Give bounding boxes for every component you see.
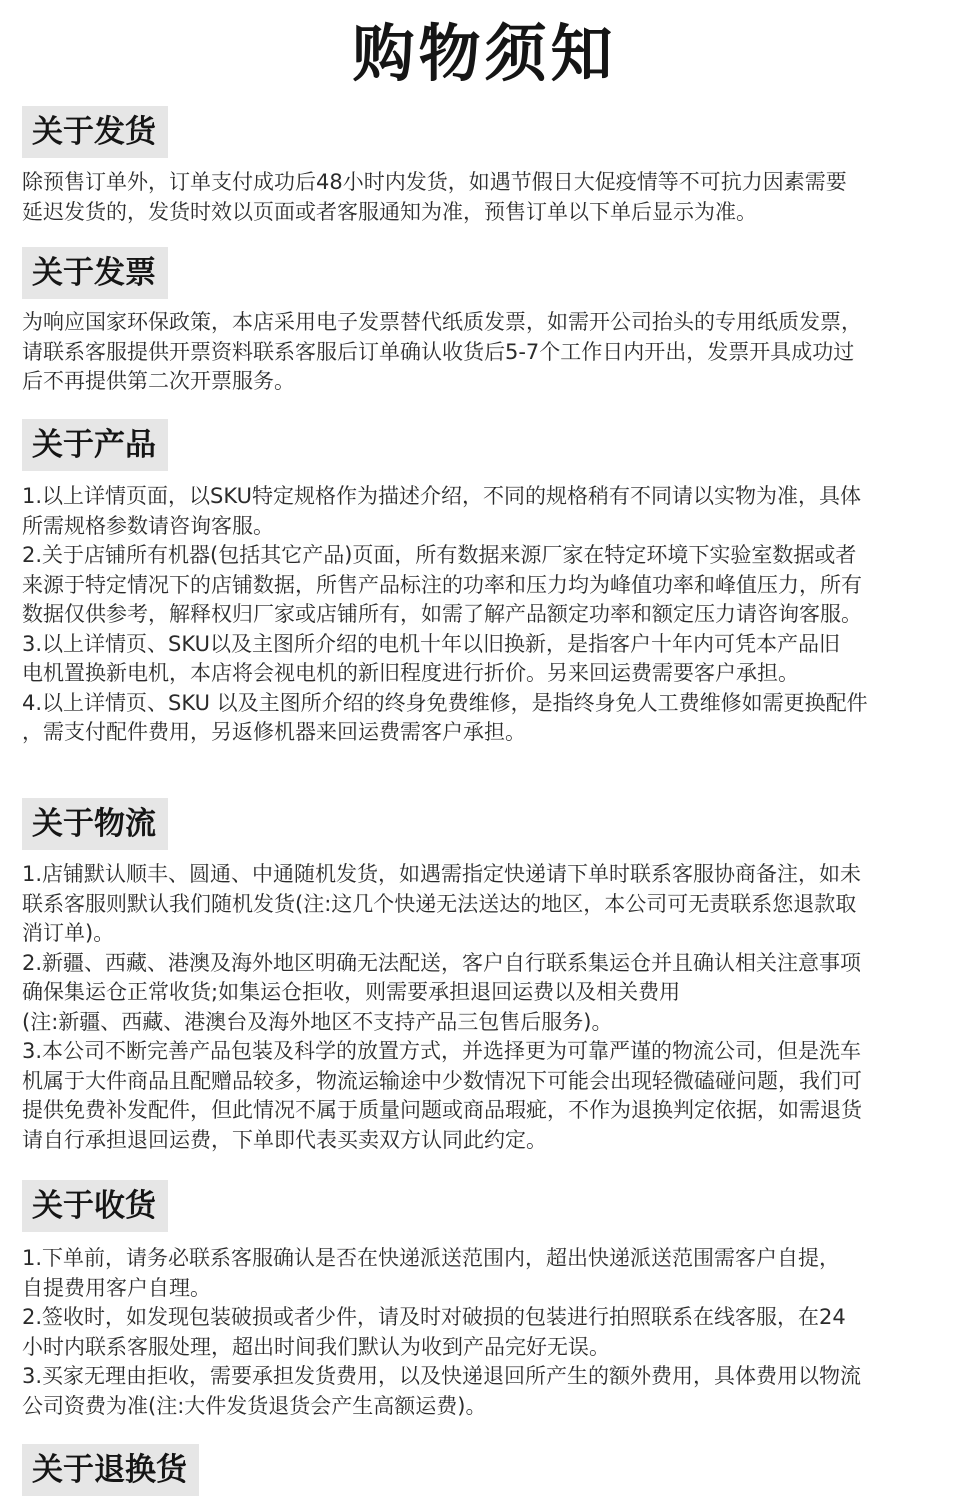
text-line: 1.下单前，请务必联系客服确认是否在快递派送范围内，超出快递派送范围需客户自提， (22, 1246, 841, 1270)
text-line: 为响应国家环保政策，本店采用电子发票替代纸质发票，如需开公司抬头的专用纸质发票， (22, 310, 862, 334)
text-line: 来源于特定情况下的店铺数据，所售产品标注的功率和压力均为峰值功率和峰值压力，所有 (22, 572, 862, 597)
text-line: 确保集运仓正常收货;如集运仓拒收，则需要承担退回运费以及相关费用 (22, 980, 681, 1004)
text-line: 2.签收时，如发现包装破损或者少件，请及时对破损的包装进行拍照联系在线客服，在24 (22, 1305, 846, 1329)
section-body-receiving (22, 1244, 962, 1421)
text-line: 3.以上详情页、SKU以及主图所介绍的电机十年以旧换新，是指客户十年内可凭本产品旧 (22, 631, 840, 656)
text-line: 延迟发货的，发货时效以页面或者客服通知为准，预售订单以下单后显示为准。 (22, 199, 757, 224)
page-title: 购物须知 (352, 17, 617, 90)
section-heading-returns: 关于退换货 (22, 1444, 199, 1496)
text-line: 2.新疆、西藏、港澳及海外地区明确无法配送，客户自行联系集运仓并且确认相关注意事项 (22, 950, 862, 975)
text-line: 4.以上详情页、SKU 以及主图所介绍的终身免费维修，是指终身免人工费维修如需更换配件 (22, 690, 868, 715)
text-line: (注:新疆、西藏、港澳台及海外地区不支持产品三包售后服务)。 (22, 1009, 613, 1034)
text-line: 2.关于店铺所有机器(包括其它产品)页面，所有数据来源厂家在特定环境下实验室数据或者 (22, 543, 857, 567)
text-line: 自提费用客户自理。 (22, 1275, 211, 1300)
text-line: 1.以上详情页面，以SKU特定规格作为描述介绍，不同的规格稍有不同请以实物为准，具体 (22, 484, 861, 508)
text-line: 联系客服则默认我们随机发货(注:这几个快递无法送达的地区，本公司可无责联系您退款取 (22, 891, 857, 916)
text-line: 数据仅供参考，解释权归厂家或店铺所有，如需了解产品额定功率和额定压力请咨询客服。 (22, 602, 862, 626)
text-line: 1.店铺默认顺丰、圆通、中通随机发货，如遇需指定快递请下单时联系客服协商备注，如未 (22, 862, 862, 886)
text-line: 除预售订单外，订单支付成功后48小时内发货，如遇节假日大促疫情等不可抗力因素需要 (22, 170, 847, 194)
section-body-shipping (22, 168, 962, 227)
text-line: 请联系客服提供开票资料联系客服后订单确认收货后5-7个工作日内开出，发票开具成功过 (22, 339, 855, 364)
text-line: 电机置换新电机，本店将会视电机的新旧程度进行折价。另来回运费需要客户承担。 (22, 661, 799, 685)
text-line: 后不再提供第二次开票服务。 (22, 369, 295, 393)
section-heading-invoice: 关于发票 (22, 247, 168, 299)
text-line: 公司资费为准(注:大件发货退货会产生高额运费)。 (22, 1393, 487, 1418)
section-heading-shipping: 关于发货 (22, 106, 168, 158)
section-body-product (22, 482, 962, 748)
text-line: 所需规格参数请咨询客服。 (22, 513, 274, 538)
section-heading-receiving: 关于收货 (22, 1180, 168, 1232)
text-line: 提供免费补发配件，但此情况不属于质量问题或商品瑕疵，不作为退换判定依据，如需退货 (22, 1098, 862, 1122)
text-line: 消订单)。 (22, 921, 115, 945)
section-heading-product: 关于产品 (22, 419, 168, 471)
section-body-logistics (22, 860, 962, 1155)
text-line: 机属于大件商品且配赠品较多，物流运输途中少数情况下可能会出现轻微磕碰问题，我们可 (22, 1068, 862, 1093)
text-line: 小时内联系客服处理，超出时间我们默认为收到产品完好无误。 (22, 1334, 610, 1359)
text-line: 3.本公司不断完善产品包装及科学的放置方式，并选择更为可靠严谨的物流公司，但是洗车 (22, 1039, 862, 1063)
section-heading-logistics: 关于物流 (22, 798, 168, 850)
text-line: ，需支付配件费用，另返修机器来回运费需客户承担。 (22, 720, 526, 744)
section-body-invoice (22, 308, 962, 397)
text-line: 3.买家无理由拒收，需要承担发货费用，以及快递退回所产生的额外费用，具体费用以物流 (22, 1364, 862, 1388)
text-line: 请自行承担退回运费，下单即代表买卖双方认同此约定。 (22, 1127, 547, 1152)
